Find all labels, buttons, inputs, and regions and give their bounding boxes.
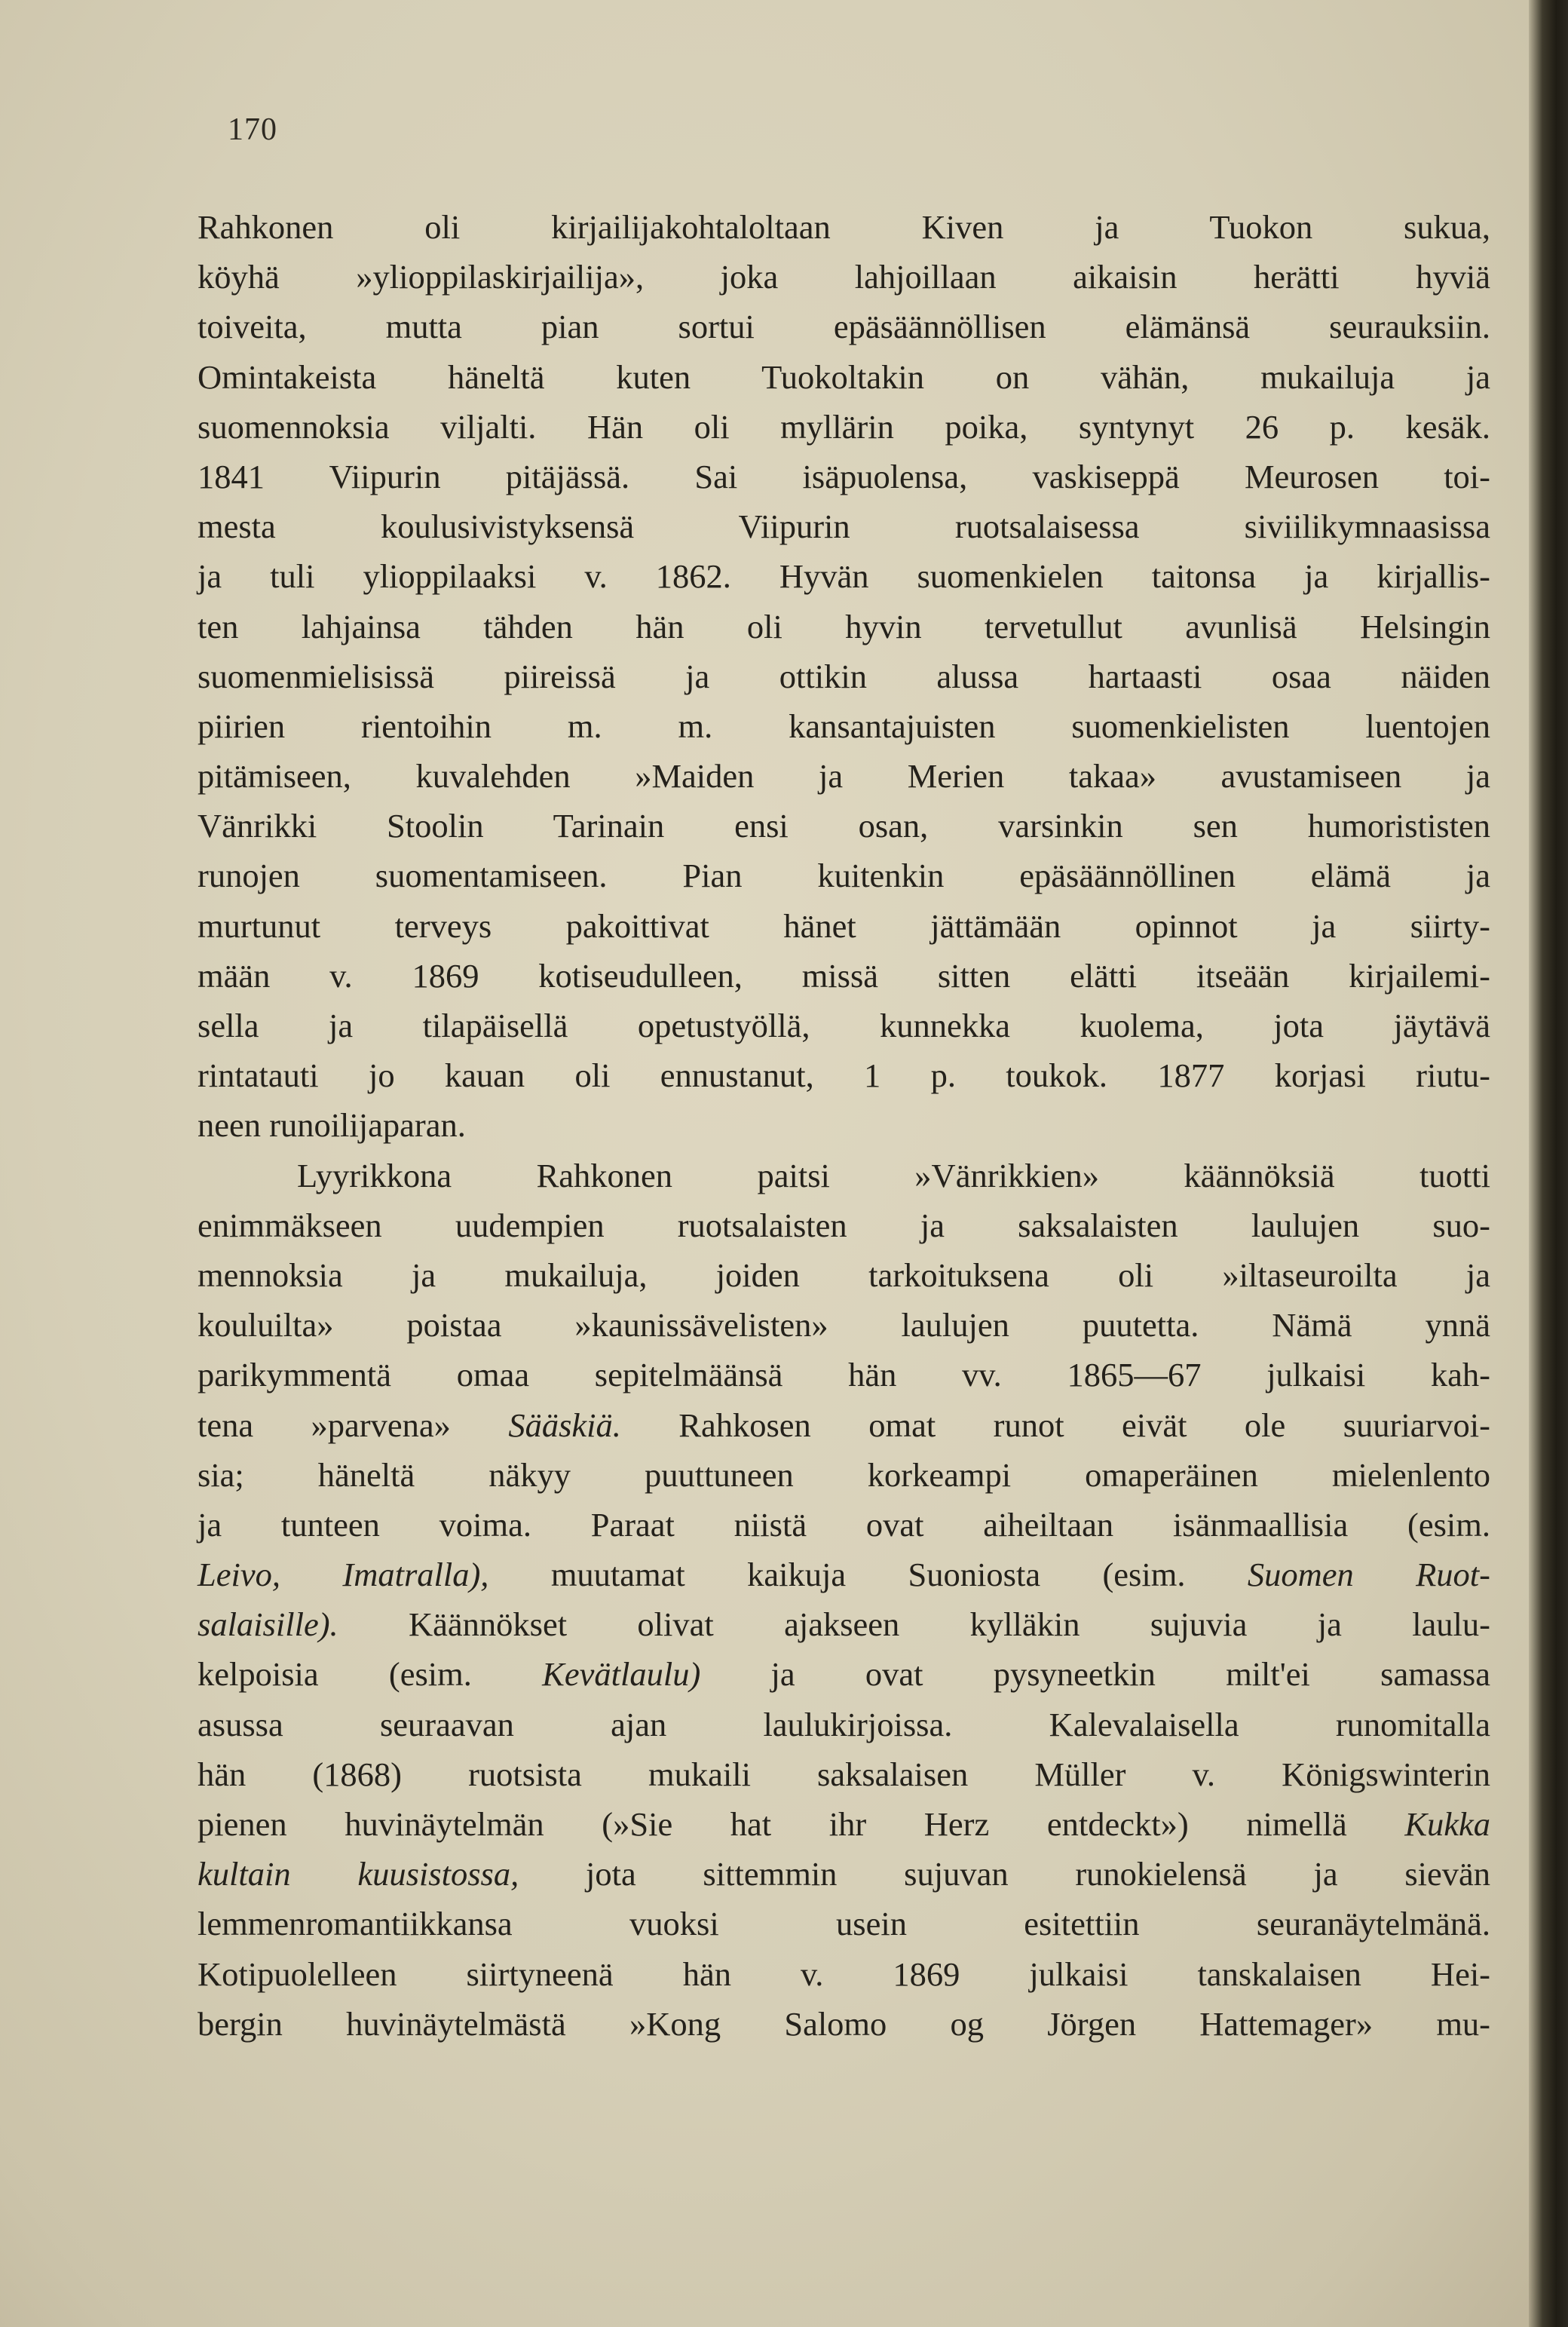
text-line: asussa seuraavan ajan laulukirjoissa. Kalevalaisella runomitalla: [198, 1705, 1490, 1743]
text-line: ja tunteen voima. Paraat niistä ovat aiheiltaan isänmaallisia (esim.: [198, 1505, 1490, 1544]
book-binding-edge: [1529, 0, 1568, 2327]
text-segment: Käännökset olivat ajakseen kylläkin sujuvia ja laulu-: [338, 1605, 1490, 1644]
text-line: [198, 1550, 1490, 1599]
paragraph-end-line: neen runoilijaparan.: [198, 1106, 466, 1145]
text-line: suomennoksia viljalti. Hän oli myllärin poika, syntynyt 26 p. kesäk.: [198, 407, 1490, 446]
text-line: ja tuli ylioppilaaksi v. 1862. Hyvän suomenkielen taitonsa ja kirjallis-: [198, 557, 1490, 596]
text-segment: Rahkosen omat runot eivät ole suuriarvoi-: [620, 1406, 1490, 1444]
text-line: Kotipuolelleen siirtyneenä hän v. 1869 julkaisi tanskalaisen Hei-: [198, 1954, 1490, 1993]
text-segment: tena »parvena»: [198, 1406, 509, 1444]
text-line: suomenmielisissä piireissä ja ottikin alussa hartaasti osaa näiden: [198, 657, 1490, 695]
text-line: sia; häneltä näkyy puuttuneen korkeampi omaperäinen mielenlento: [198, 1455, 1490, 1494]
text-line: hän (1868) ruotsista mukaili saksalaisen Müller v. Königswinterin: [198, 1755, 1490, 1793]
paragraph-start-line: Lyyrikkona Rahkonen paitsi »Vänrikkien» käännöksiä tuotti: [297, 1156, 1490, 1194]
text-line: [198, 1799, 1490, 1849]
body-text: [198, 202, 1490, 2049]
text-line: [198, 1400, 1490, 1450]
text-segment: ja ovat pysyneetkin milt'ei samassa: [700, 1655, 1490, 1694]
italic-title: salaisille).: [198, 1605, 338, 1644]
text-segment: kelpoisia (esim.: [198, 1655, 543, 1694]
text-line: murtunut terveys pakoittivat hänet jättämään opinnot ja siirty-: [198, 906, 1490, 945]
page-number: 170: [228, 112, 277, 147]
text-line: enimmäkseen uudempien ruotsalaisten ja saksalaisten laulujen suo-: [198, 1206, 1490, 1244]
text-line: sella ja tilapäisellä opetustyöllä, kunnekka kuolema, jota jäytävä: [198, 1007, 1490, 1044]
text-line: lemmenromantiikkansa vuoksi usein esitettiin seuranäytelmänä.: [198, 1905, 1490, 1943]
text-line: [198, 1849, 1490, 1899]
text-line: kouluilta» poistaa »kaunissävelisten» laulujen puutetta. Nämä ynnä: [198, 1306, 1490, 1344]
text-line: parikymmentä omaa sepitelmäänsä hän vv. 1865—67 julkaisi kah-: [198, 1356, 1490, 1394]
text-line: Vänrikki Stoolin Tarinain ensi osan, varsinkin sen humorististen: [198, 807, 1490, 845]
text-line: 1841 Viipurin pitäjässä. Sai isäpuolensa, vaskiseppä Meurosen toi-: [198, 457, 1490, 495]
text-segment: pienen huvinäytelmän (»Sie hat ihr Herz entdeckt») nimellä: [198, 1805, 1405, 1843]
italic-title: Leivo, Imatralla),: [198, 1556, 489, 1594]
italic-title: kultain kuusistossa,: [198, 1855, 519, 1893]
text-line: mennoksia ja mukailuja, joiden tarkoituksena oli »iltaseuroilta ja: [198, 1255, 1490, 1294]
text-line: [198, 1649, 1490, 1699]
italic-title: Suomen Ruot-: [1247, 1556, 1490, 1594]
text-line: Rahkonen oli kirjailijakohtaloltaan Kiven ja Tuokon sukua,: [198, 208, 1490, 246]
text-line: piirien rientoihin m. m. kansantajuisten suomenkielisten luentojen: [198, 707, 1490, 745]
text-line: runojen suomentamiseen. Pian kuitenkin epäsäännöllinen elämä ja: [198, 857, 1490, 895]
text-line: ten lahjainsa tähden hän oli hyvin tervetullut avunlisä Helsingin: [198, 607, 1490, 645]
text-segment: jota sittemmin sujuvan runokielensä ja sievän: [519, 1855, 1491, 1893]
text-line: pitämiseen, kuvalehden »Maiden ja Merien takaa» avustamiseen ja: [198, 757, 1490, 796]
text-segment: muutamat kaikuja Suoniosta (esim.: [488, 1556, 1248, 1594]
text-line: bergin huvinäytelmästä »Kong Salomo og Jörgen Hattemager» mu-: [198, 2004, 1490, 2043]
text-line: rintatauti jo kauan oli ennustanut, 1 p. toukok. 1877 korjasi riutu-: [198, 1056, 1490, 1095]
italic-title: Kevätlaulu): [542, 1655, 701, 1694]
text-line: Omintakeista häneltä kuten Tuokoltakin on vähän, mukailuja ja: [198, 357, 1490, 396]
text-line: köyhä »ylioppilaskirjailija», joka lahjoillaan aikaisin herätti hyviä: [198, 258, 1490, 296]
italic-title: Sääskiä.: [508, 1406, 621, 1444]
text-line: mään v. 1869 kotiseudulleen, missä sitten elätti itseään kirjailemi-: [198, 956, 1490, 995]
text-line: toiveita, mutta pian sortui epäsäännöllisen elämänsä seurauksiin.: [198, 308, 1490, 346]
text-line: mesta koulusivistyksensä Viipurin ruotsalaisessa siviilikymnaasissa: [198, 507, 1490, 546]
italic-title: Kukka: [1404, 1805, 1490, 1843]
text-line: [198, 1599, 1490, 1649]
